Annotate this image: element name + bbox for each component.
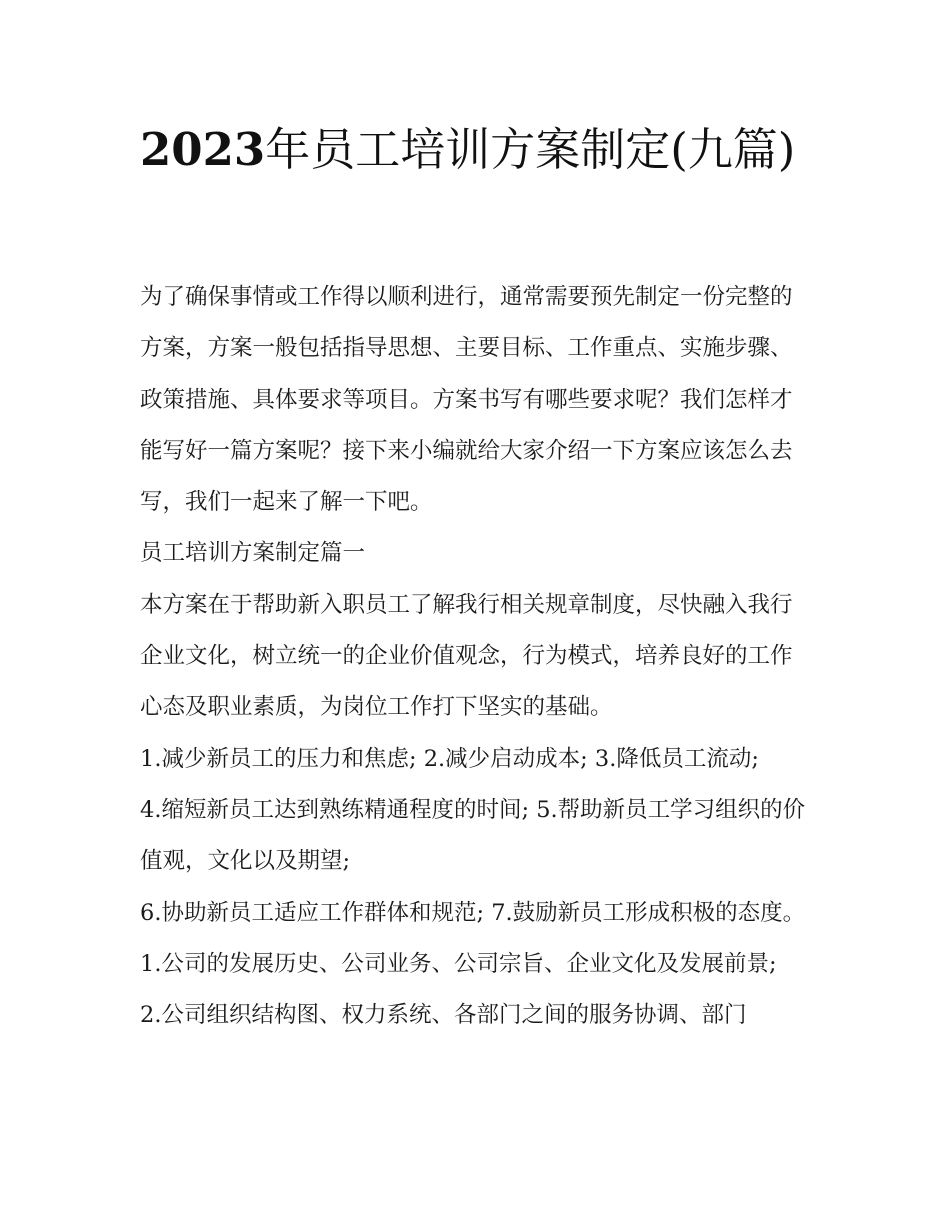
purpose-paragraph: 本方案在于帮助新入职员工了解我行相关规章制度，尽快融入我行企业文化，树立统一的企业价值观念，行为模式，培养良好的工作心态及职业素质，为岗位工作打下坚实的基础。 [140,591,793,721]
content-paragraph-2: 2.公司组织结构图、权力系统、各部门之间的服务协调、部门 [140,1002,747,1029]
goals-paragraph-2: 4.缩短新员工达到熟练精通程度的时间; 5.帮助新员工学习组织的价值观，文化以及期望; [140,796,806,875]
section-heading: 员工培训方案制定篇一 [140,540,366,567]
document-body [140,272,812,1041]
document-title [140,116,800,184]
title-text: 年员工培训方案制定(九篇) [265,123,796,176]
title-year: 2023 [140,123,266,176]
intro-paragraph: 为了确保事情或工作得以顺利进行，通常需要预先制定一份完整的方案，方案一般包括指导思想、主要目标、工作重点、实施步骤、政策措施、具体要求等项目。方案书写有哪些要求呢？我们怎样才能写好一篇方案呢？接下来小编就给大家介绍一下方案应该怎么去写，我们一起来了解一下吧。 [140,284,793,516]
goals-paragraph-1: 1.减少新员工的压力和焦虑; 2.减少启动成本; 3.降低员工流动; [140,745,759,772]
goals-paragraph-3: 6.协助新员工适应工作群体和规范; 7.鼓励新员工形成积极的态度。 1.公司的发展历史、公司业务、公司宗旨、企业文化及发展前景; [140,899,806,977]
